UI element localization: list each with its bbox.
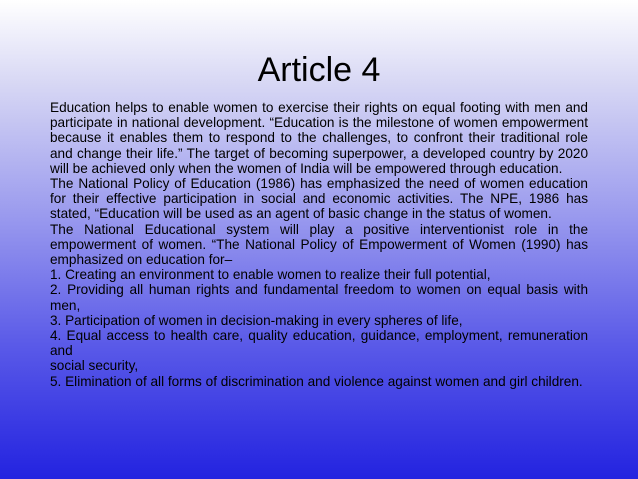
list-item-4: 4. Equal access to health care, quality education, guidance, employment, remuneration and — [50, 328, 588, 359]
slide-title: Article 4 — [257, 51, 381, 89]
list-item-1: 1. Creating an environment to enable women to realize their full potential, — [50, 267, 491, 283]
paragraph-intro: Education helps to enable women to exercise their rights on equal footing with men and participate in national development. “Education is the milestone of women empowerment because it enables them to respond to the challenges, to confront their traditional role and change their life.” The target of becoming superpower, a developed country by 2020 will be achieved only when the women of India will be empowered through education. — [50, 100, 588, 176]
paragraph-educational-system: The National Educational system will play a positive interventionist role in the empowerment of women. “The National Policy of Empowerment of Women (1990) has emphasized on education for– — [50, 221, 588, 268]
slide-body — [50, 100, 588, 389]
list-item-5: 5. Elimination of all forms of discrimination and violence against women and girl children. — [50, 373, 583, 389]
paragraph-npe: The National Policy of Education (1986) has emphasized the need of women education for their effective participation in social and economic activities. The NPE, 1986 has stated, “Education will be used as an agent of basic change in the status of women. — [50, 176, 588, 222]
list-item-2: 2. Providing all human rights and fundamental freedom to women on equal basis with men, — [50, 282, 588, 313]
list-item-4-continued: social security, — [50, 358, 139, 374]
list-item-3: 3. Participation of women in decision-making in every spheres of life, — [50, 312, 463, 328]
